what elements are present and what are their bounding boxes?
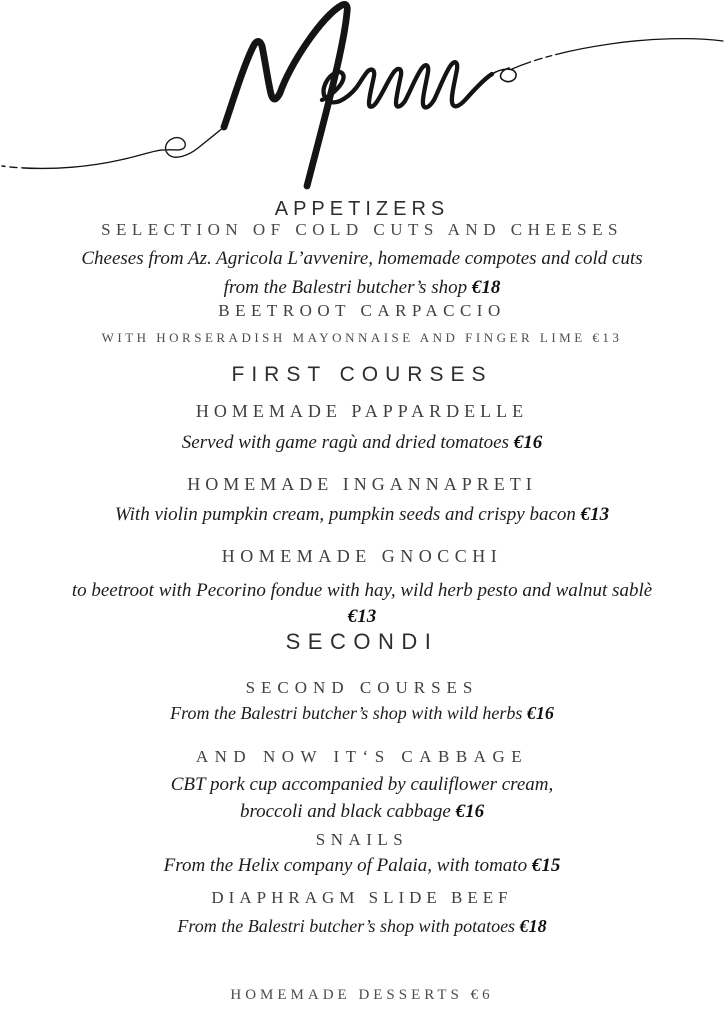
dish-description: Cheeses from Az. Agricola L’avvenire, homemade compotes and cold cuts — [81, 248, 643, 269]
dish-price: €16 — [526, 703, 554, 723]
dish-description — [0, 505, 724, 524]
dish-description-text: Served with game ragù and dried tomatoes — [181, 432, 509, 453]
dish-description — [0, 802, 724, 821]
dish-description-text: From the Balestri butcher’s shop with potatoes — [177, 916, 516, 936]
dish-description-text: With violin pumpkin cream, pumpkin seeds and crispy bacon — [114, 504, 576, 525]
dish-name: HOMEMADE INGANNAPRETI — [187, 474, 537, 494]
dish-description: CBT pork cup accompanied by cauliflower cream, — [170, 774, 554, 795]
dish-description-text: from the Balestri butcher’s shop — [223, 277, 468, 298]
footer-desserts-line — [0, 988, 724, 1003]
dish-name: AND NOW IT‘S CABBAGE — [195, 747, 529, 766]
section-heading-appetizers: APPETIZERS — [274, 198, 450, 220]
dish-price: €15 — [531, 855, 561, 876]
script-letters-enu — [322, 62, 492, 107]
dish-description — [0, 331, 724, 344]
dish-price: €16 — [513, 432, 543, 453]
dish-description-text: WITH HORSERADISH MAYONNAISE AND FINGER LIME — [101, 330, 586, 345]
dish-description — [0, 278, 724, 297]
dish-description — [0, 433, 724, 452]
dish-description — [0, 917, 724, 935]
menu-title-block — [0, 0, 724, 196]
dish-description-text: broccoli and black cabbage — [239, 801, 451, 822]
dish-price: €18 — [471, 277, 501, 298]
dish-price: €13 — [592, 330, 623, 345]
dish-price: €13 — [347, 606, 377, 627]
dish-name: HOMEMADE GNOCCHI — [221, 546, 503, 566]
dish-name: BEETROOT CARPACCIO — [218, 301, 506, 320]
dish-price: €18 — [519, 916, 547, 936]
dish-price-line — [0, 607, 724, 626]
section-heading-first-courses: FIRST COURSES — [231, 363, 493, 386]
dish-price: €16 — [455, 801, 485, 822]
flourish-right — [512, 39, 723, 69]
script-exit-loop — [492, 68, 516, 82]
dish-description-text: From the Balestri butcher’s shop with wild herbs — [170, 703, 523, 723]
dish-name: SECOND COURSES — [245, 678, 479, 697]
footer-desserts-label: HOMEMADE DESSERTS — [230, 987, 463, 1003]
section-heading-secondi: SECONDI — [285, 629, 439, 654]
dish-description-text: From the Helix company of Palaia, with tomato — [163, 855, 528, 876]
dish-name: SELECTION OF COLD CUTS AND CHEESES — [101, 220, 623, 239]
dish-name: SNAILS — [315, 830, 409, 849]
dish-description — [0, 704, 724, 722]
flourish-left — [2, 127, 224, 168]
dish-name: HOMEMADE PAPPARDELLE — [195, 401, 529, 421]
dish-name: DIAPHRAGM SLIDE BEEF — [211, 888, 513, 907]
dish-price: €13 — [580, 504, 610, 525]
dish-description: to beetroot with Pecorino fondue with hay, wild herb pesto and walnut sablè — [71, 580, 653, 601]
dish-description — [0, 856, 724, 875]
menu-script-title — [0, 0, 724, 196]
footer-desserts-price: €6 — [470, 987, 494, 1003]
